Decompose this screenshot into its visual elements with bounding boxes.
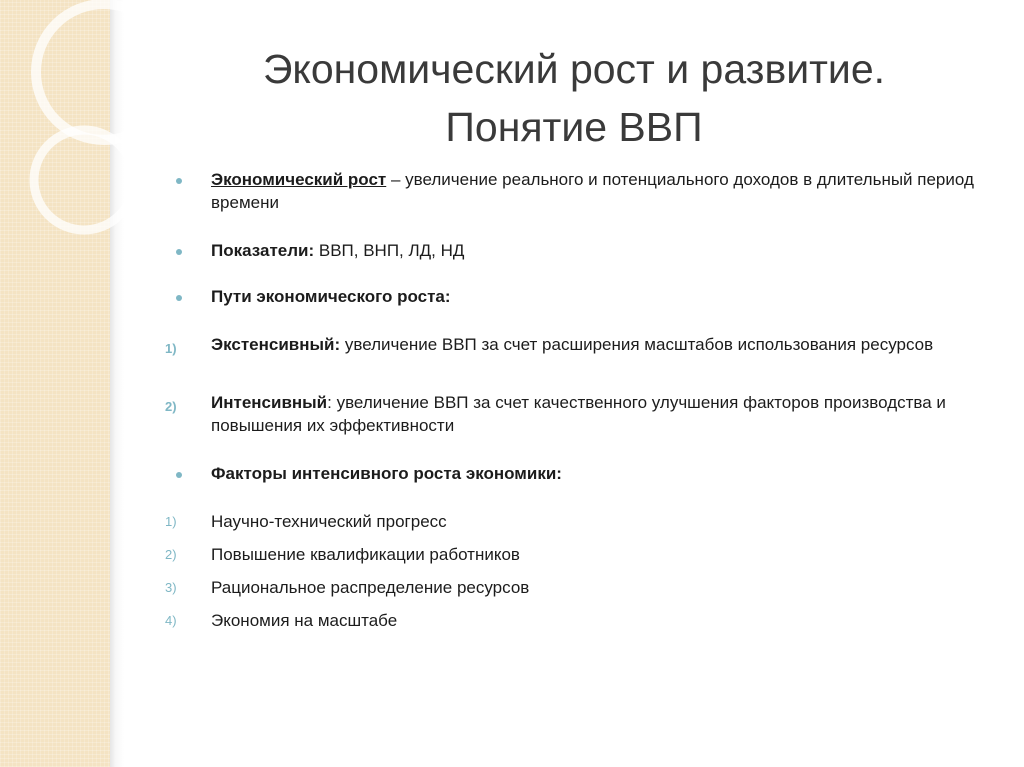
growth-path-text: : увеличение ВВП за счет качественного улучшения факторов производства и повышения их эффективности — [211, 393, 946, 435]
bullet-term: Показатели: — [211, 241, 315, 260]
list-marker: 4) — [165, 613, 177, 628]
growth-path-term: Интенсивный — [211, 393, 328, 412]
growth-path-term: Экстенсивный: — [211, 335, 341, 354]
bullet-dot — [176, 178, 182, 184]
list-marker: 1) — [165, 514, 177, 529]
growth-path-extensive — [211, 333, 1001, 356]
decorative-rings — [0, 0, 124, 260]
bullet-dot — [176, 295, 182, 301]
list-marker: 1) — [165, 341, 177, 356]
bullet-economic-growth — [211, 168, 1001, 214]
slide-title — [124, 40, 1024, 156]
bullet-text: – увеличение реального и потенциального доходов в длительный период времени — [211, 170, 974, 212]
slide-title-line1: Экономический рост и развитие. — [262, 46, 886, 92]
list-marker: 2) — [165, 547, 177, 562]
bullet-indicators — [211, 239, 1001, 262]
factor-item: Повышение квалификации работников — [211, 545, 520, 564]
factors-heading: Факторы интенсивного роста экономики: — [211, 464, 562, 483]
slide-title-line2: Понятие ВВП — [445, 104, 703, 150]
list-marker: 3) — [165, 580, 177, 595]
bullet-term: Экономический рост — [211, 170, 387, 189]
growth-path-intensive — [211, 391, 1001, 437]
decorative-ring-small — [34, 130, 124, 230]
bullet-growth-paths — [211, 285, 1001, 308]
growth-path-text: увеличение ВВП за счет расширения масштабов использования ресурсов — [340, 335, 934, 354]
factor-item: Экономия на масштабе — [211, 611, 398, 630]
bullet-text: ВВП, ВНП, ЛД, НД — [314, 241, 465, 260]
decorative-ring-large — [36, 4, 124, 140]
bullet-dot — [176, 472, 182, 478]
bullet-dot — [176, 249, 182, 255]
list-marker: 2) — [165, 399, 177, 414]
bullet-term: Пути экономического роста: — [211, 287, 451, 306]
factor-item: Научно-технический прогресс — [211, 512, 447, 531]
factor-item: Рациональное распределение ресурсов — [211, 578, 530, 597]
